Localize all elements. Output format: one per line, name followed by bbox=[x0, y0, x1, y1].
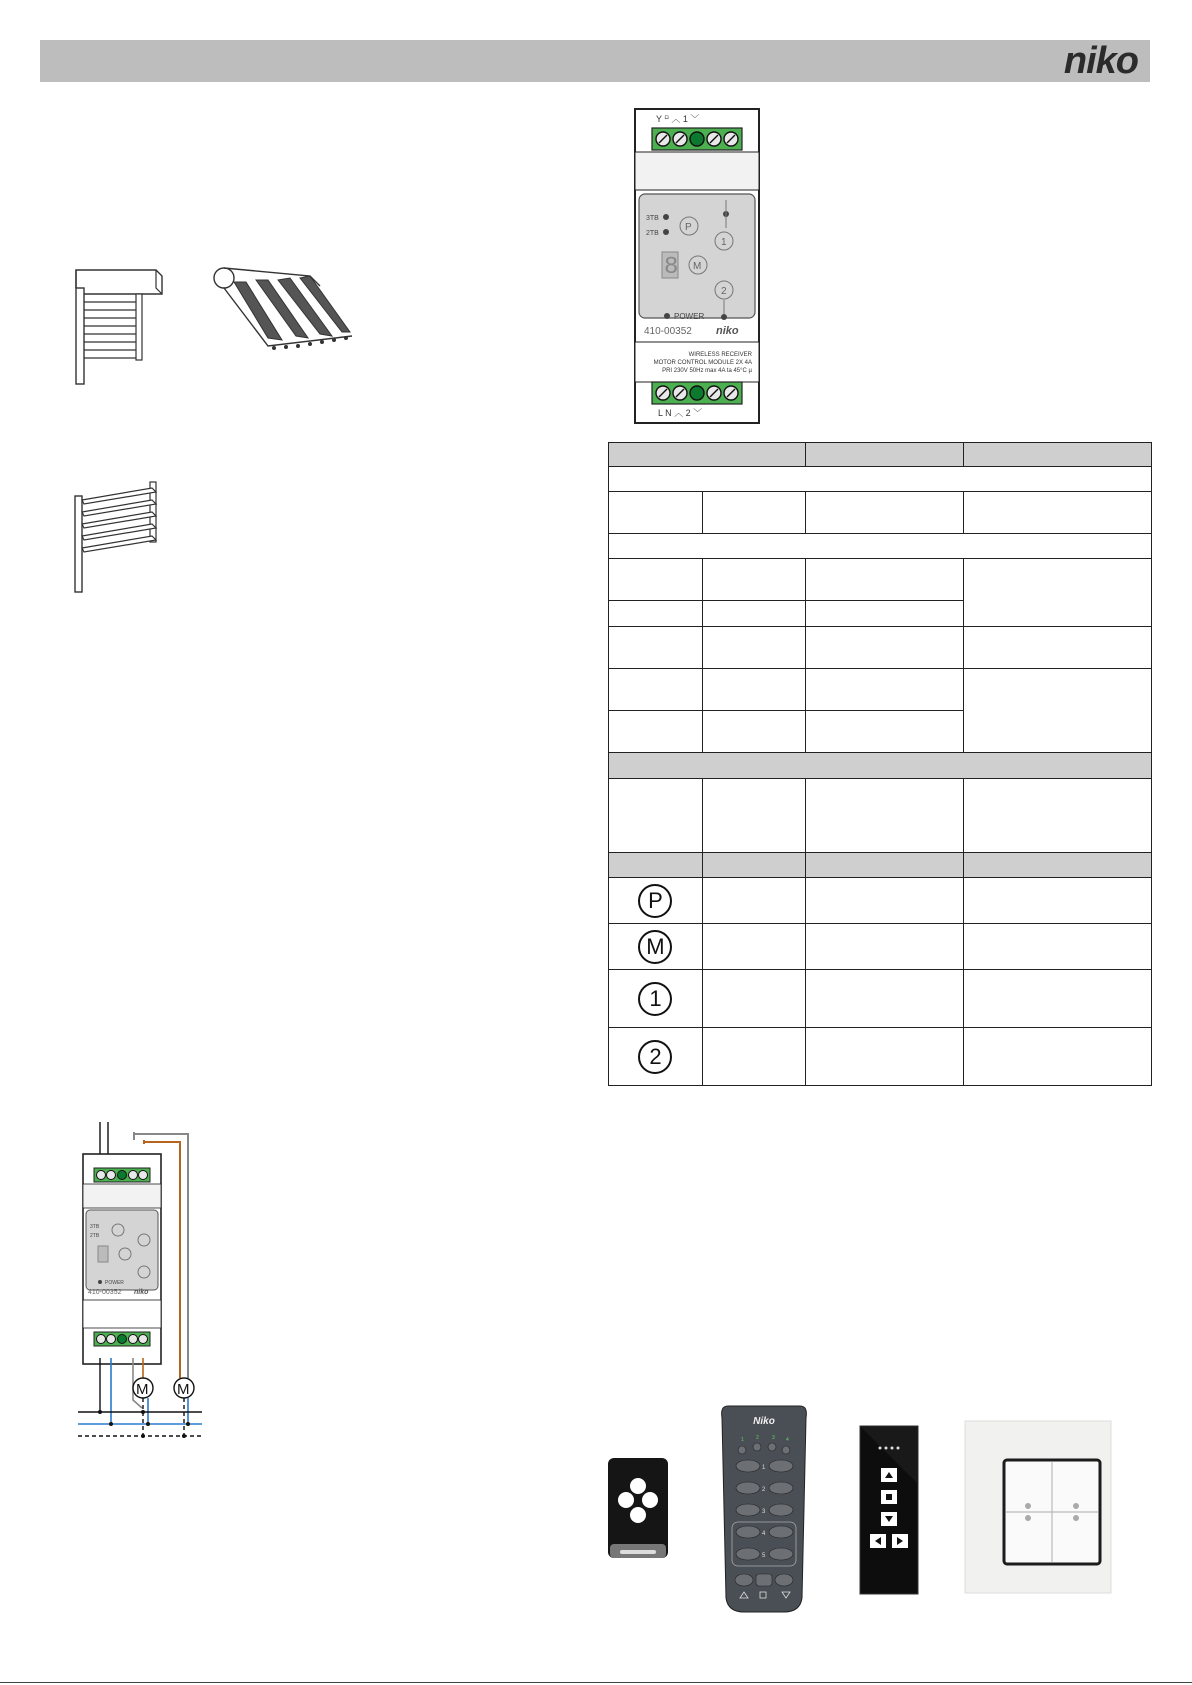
handheld-remote bbox=[718, 1402, 810, 1616]
article-number: 410-00352 bbox=[644, 326, 692, 337]
wiring-article-number: 410-00352 bbox=[88, 1289, 122, 1296]
module-2-button: 2 bbox=[721, 286, 727, 297]
channel-number-3: 3 bbox=[772, 1435, 775, 1441]
power-label: POWER bbox=[674, 312, 705, 321]
table-row bbox=[609, 627, 1152, 669]
table-row bbox=[609, 753, 1152, 779]
table-row bbox=[609, 853, 1152, 878]
row-number-3: 3 bbox=[762, 1509, 766, 1515]
led-3tb-label: 3TB bbox=[646, 215, 659, 222]
handheld-brand: Niko bbox=[753, 1416, 775, 1427]
table-row bbox=[609, 534, 1152, 559]
roller-shutter-illustration bbox=[72, 262, 164, 386]
svg-text:3TB: 3TB bbox=[90, 1224, 100, 1230]
wiring-diagram bbox=[78, 1120, 208, 1440]
wall-remote bbox=[858, 1424, 920, 1596]
top-terminal-symbols: Y ⸋ ︿ 1 ﹀ bbox=[656, 114, 700, 124]
table-row bbox=[609, 669, 1152, 711]
channel-number-2: 2 bbox=[756, 1435, 759, 1441]
table-row bbox=[609, 779, 1152, 853]
brand-logo: niko bbox=[1063, 40, 1138, 82]
motor-1-label: M bbox=[136, 1381, 149, 1398]
wall-push-button bbox=[964, 1420, 1112, 1594]
header-bar bbox=[40, 40, 1150, 82]
led-2tb-label: 2TB bbox=[646, 230, 659, 237]
table-row bbox=[609, 924, 1152, 970]
symbol-p-icon: P bbox=[638, 884, 672, 918]
symbol-1-icon: 1 bbox=[638, 982, 672, 1016]
module-brand: niko bbox=[716, 325, 739, 337]
table-row bbox=[609, 878, 1152, 924]
awning-illustration bbox=[212, 264, 358, 360]
table-row bbox=[609, 467, 1152, 492]
symbol-2-icon: 2 bbox=[638, 1040, 672, 1074]
table-row bbox=[609, 492, 1152, 534]
bottom-terminal-symbols: L N ︿ 2 ﹀ bbox=[658, 408, 703, 418]
table-row bbox=[609, 559, 1152, 601]
row-number-2: 2 bbox=[762, 1487, 766, 1493]
channel-number-1: 1 bbox=[741, 1437, 744, 1443]
module-m-button: M bbox=[693, 261, 702, 272]
label-line-1: WIRELESS RECEIVER bbox=[688, 352, 752, 358]
table-row bbox=[609, 443, 1152, 467]
motor-control-module bbox=[634, 108, 760, 424]
module-p-button: P bbox=[685, 222, 692, 233]
led-3tb bbox=[663, 214, 669, 220]
wiring-brand: niko bbox=[134, 1289, 149, 1296]
spec-table bbox=[608, 442, 1152, 1086]
footer-rule bbox=[0, 1682, 1192, 1683]
motor-2-label: M bbox=[177, 1381, 190, 1398]
symbol-m-icon: M bbox=[638, 930, 672, 964]
row-number-4: 4 bbox=[762, 1531, 766, 1537]
module-1-button: 1 bbox=[721, 237, 727, 248]
row-number-5: 5 bbox=[762, 1553, 766, 1559]
keyfob-remote bbox=[606, 1456, 670, 1562]
table-row bbox=[609, 1028, 1152, 1086]
svg-text:8: 8 bbox=[664, 254, 679, 281]
power-led bbox=[664, 313, 670, 319]
table-row bbox=[609, 970, 1152, 1028]
venetian-blind-illustration bbox=[72, 478, 162, 594]
wiring-power-label: POWER bbox=[105, 1280, 124, 1286]
channel-number-4: 4 bbox=[786, 1437, 789, 1443]
row-number-1: 1 bbox=[762, 1465, 766, 1471]
label-line-2: MOTOR CONTROL MODULE 2X 4A bbox=[653, 360, 752, 366]
svg-text:2TB: 2TB bbox=[90, 1233, 100, 1239]
label-line-3: PRI 230V 50Hz max 4A ta 45°C µ bbox=[662, 368, 752, 374]
led-2tb bbox=[663, 229, 669, 235]
